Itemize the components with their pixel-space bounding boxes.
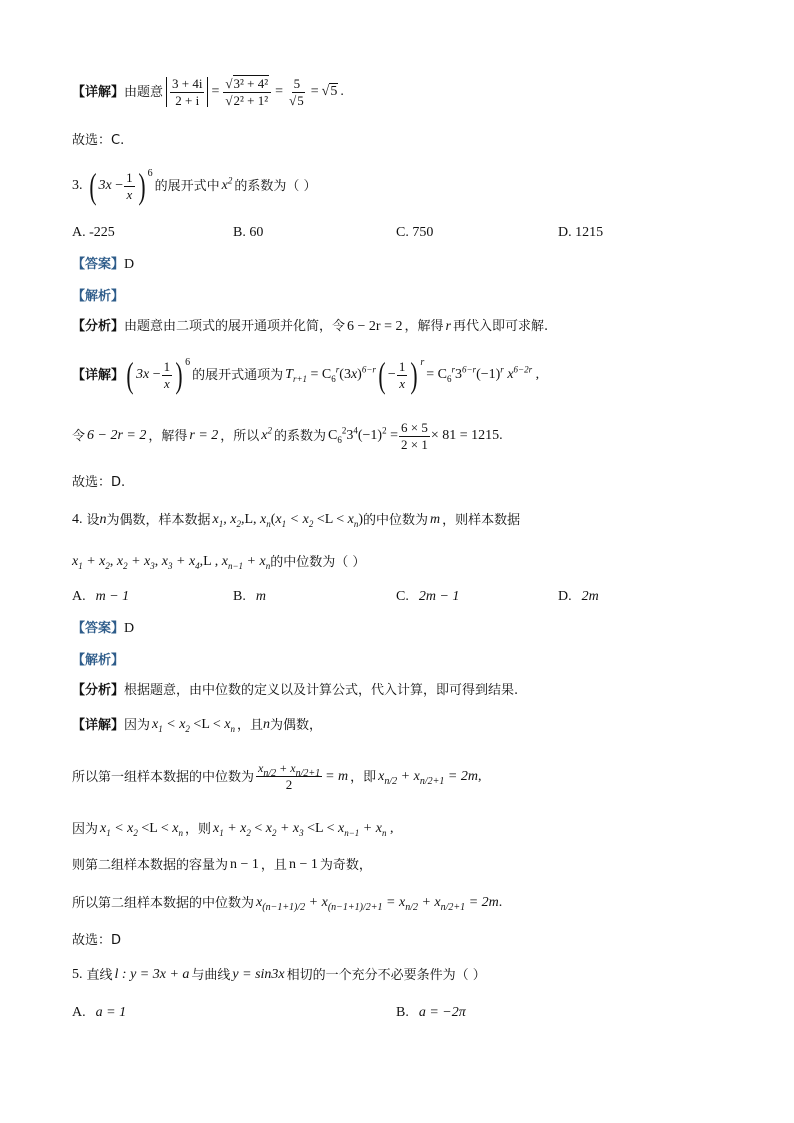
- option-letter: B.: [233, 589, 246, 604]
- frac-num: 6 × 5: [401, 419, 428, 435]
- q3-answer: [72, 258, 134, 272]
- q4-answer: [72, 622, 134, 636]
- detail-tag: 【详解】: [72, 717, 125, 733]
- q3-answer-line: 故选：D.: [72, 475, 126, 490]
- detail-line2-result: × 81 = 1215: [430, 428, 500, 443]
- detail-tag: 【详解】: [72, 84, 125, 100]
- q4-stem-2: 为偶数，样本数据: [106, 512, 211, 528]
- fenxi-text-3: 再代入即可求解.: [452, 319, 549, 334]
- q3-detail-line2: 令 6 − 2r = 2 ，解得 r = 2 ，所以 $x^2$ 的系数为 $C_6^23^4(-1)^2$ = $\frac{6 \times 5}{2 \times 1}$ × 81 = 1215 .: [72, 419, 503, 452]
- frac-den: 2 × 1: [401, 436, 428, 452]
- q4-stem-end: 的中位数为（ ）: [270, 554, 366, 570]
- frac-five: 5: [293, 75, 301, 91]
- q5-stem: [72, 968, 486, 982]
- q5-stem-curve: y = sin3x: [232, 967, 285, 982]
- detail-line2-a: 令: [72, 428, 86, 444]
- answer-value: D: [124, 621, 135, 636]
- option-letter: B.: [396, 1005, 409, 1020]
- q4-option-c[interactable]: [396, 590, 459, 604]
- q4-detail-3: 因为 $x_1 < x_2 <L < x_n$ ，则 $x_1 + x_2 < x_2 + x_3 <L < x_{n-1} + x_n$ ,: [72, 821, 394, 838]
- q4-answer-line: 故选：D: [72, 933, 122, 948]
- result-sqrt5: 5: [330, 84, 338, 99]
- detail-1a: 因为: [124, 717, 151, 733]
- q5-number: 5.: [72, 967, 83, 982]
- q3-detail-line1: 【详解】 ( 3x − $\frac{1}{x}$ ) $^6$ 的展开式通项为 $T_{r+1} = C_6^r(3x)^{6-r}$ ( − $\frac{1}{x}$ ) $^r$ = $C_6^r3^{6-r}(-1)^r$ $x^{6-2r}$ ,: [72, 355, 540, 395]
- q4-fenxi: [72, 684, 518, 697]
- detail-text-1: 的展开式通项为: [192, 367, 284, 383]
- fenxi-tag: 【分析】: [72, 683, 125, 698]
- q3-option-d[interactable]: D. 1215: [558, 225, 604, 240]
- q5-option-b[interactable]: [396, 1006, 466, 1020]
- detail-1b: ，且: [236, 717, 263, 733]
- q5-stem-3: 相切的一个充分不必要条件为（ ）: [286, 967, 486, 983]
- q4-stem-4: ，则样本数据: [442, 512, 521, 528]
- detail-line2-r: r = 2: [189, 428, 219, 443]
- q3-analysis-tag: 【解析】: [72, 289, 125, 304]
- modulus-denominator: 2 + i: [175, 92, 200, 108]
- answer-tag: 【答案】: [72, 257, 125, 272]
- q4-stem-line2: $x_1 + x_2$, $x_2 + x_3$, $x_3 + x_4,L$ , $x_{n-1} + x_n$ 的中位数为（ ）: [72, 554, 366, 571]
- period: .: [340, 84, 344, 99]
- option-letter: A.: [72, 589, 86, 604]
- q5-option-a[interactable]: [72, 1006, 126, 1020]
- detail-5a: 所以第二组样本数据的中位数为: [72, 895, 255, 911]
- q3-option-c[interactable]: C. 750: [396, 225, 434, 240]
- q4-stem-3: 的中位数为: [363, 512, 429, 528]
- detail-tag: 【详解】: [72, 367, 125, 383]
- option-value: 2m: [581, 589, 599, 604]
- option-value: a = −2π: [418, 1005, 466, 1020]
- detail-1c: 为偶数，: [269, 717, 322, 733]
- option-letter: D.: [558, 589, 572, 604]
- q3-number: 3.: [72, 178, 83, 193]
- detail-4c: ，且: [260, 857, 287, 873]
- q2-detail-line: 【详解】 由题意 $\frac{3 + 4i}{2 + i}$ = $\frac{\text{√3² + 4²}}{\text{√2² + 1²}}$ = $\frac{5}{√5}$ = √5 .: [72, 75, 344, 108]
- detail-4d: n − 1: [288, 857, 318, 872]
- modulus-expression: [166, 77, 208, 107]
- option-value: m − 1: [95, 589, 130, 604]
- fenxi-text: 根据题意，由中位数的定义以及计算公式，代入计算，即可得到结果.: [124, 683, 519, 698]
- q4-stem-1: 设: [86, 512, 100, 528]
- q3-stem-text: 的展开式中: [154, 178, 220, 194]
- detail-3a: 因为: [72, 821, 99, 837]
- detail-4e: 为奇数，: [319, 857, 372, 873]
- q5-stem-1: 直线: [86, 967, 113, 983]
- detail-2a: 所以第一组样本数据的中位数为: [72, 769, 255, 785]
- q4-detail-2: 所以第一组样本数据的中位数为 $\frac{x_{n/2} + x_{n/2+1}}{2}$ = m ，即 $x_{n/2} + x_{n/2+1} = 2m$ ,: [72, 761, 482, 792]
- option-value: 2m − 1: [418, 589, 460, 604]
- q4-detail-5: 所以第二组样本数据的中位数为 $x_{(n-1+1)/2} + x_{(n-1+1)/2+1} = x_{n/2} + x_{n/2+1} = 2m$ .: [72, 895, 503, 913]
- q2-answer-line: 故选：C.: [72, 133, 125, 148]
- fenxi-tag: 【分析】: [72, 319, 125, 334]
- detail-4b: n − 1: [230, 857, 259, 872]
- q4-detail-4: [72, 858, 372, 872]
- option-value: a = 1: [95, 1005, 127, 1020]
- detail-line2-d: 的系数为: [274, 428, 327, 444]
- detail-lead: 由题意: [124, 84, 164, 100]
- sqrt-fraction: $\frac{\text{√3² + 4²}}{\text{√2² + 1²}}$: [223, 77, 271, 107]
- q4-number: 4.: [72, 512, 83, 527]
- fenxi-text-2: ，解得: [404, 319, 444, 334]
- fenxi-text-1: 由题意由二项式的展开通项并化简，令: [124, 319, 346, 334]
- detail-line2-c: ，所以: [220, 428, 260, 444]
- answer-value: D: [124, 257, 135, 272]
- modulus-numerator: 3 + 4i: [172, 75, 203, 91]
- q4-option-a[interactable]: [72, 590, 129, 604]
- detail-3b: ，则: [184, 821, 211, 837]
- q4-option-b[interactable]: [233, 590, 266, 604]
- detail-4a: 则第二组样本数据的容量为: [72, 857, 229, 873]
- option-value: m: [255, 589, 266, 604]
- option-letter: A.: [72, 1005, 86, 1020]
- detail-2b: ，即: [350, 769, 377, 785]
- q3-stem: 3. ( 3x − $\frac{1}{x}$ ) $^6$ 的展开式中 $x^2$ 的系数为（ ）: [72, 166, 317, 206]
- five-over-sqrt5: $\frac{5}{√5}$: [289, 75, 304, 108]
- detail-line2-eq: 6 − 2r = 2: [87, 428, 147, 443]
- sqrt-denominator: 2² + 1²: [233, 92, 269, 108]
- fenxi-eq: 6 − 2r = 2: [347, 319, 403, 334]
- q3-option-b[interactable]: B. 60: [233, 225, 264, 240]
- option-letter: C.: [396, 589, 409, 604]
- q4-option-d[interactable]: [558, 590, 599, 604]
- detail-line2-b: ，解得: [148, 428, 188, 444]
- q4-stem-line1: 4. 设 n 为偶数，样本数据 $x_1$, $x_2$, L , $x_n(x_1 < x_2 <L < x_n)$ 的中位数为 m ，则样本数据: [72, 512, 521, 529]
- q3-option-a[interactable]: A. -225: [72, 225, 115, 240]
- frac-sqrt5: 5: [297, 92, 304, 108]
- q3-fenxi: 【分析】由题意由二项式的展开通项并化简，令 6 − 2r = 2 ，解得 r 再代入即可求解.: [72, 319, 549, 334]
- q5-stem-line: l : y = 3x + a: [114, 967, 190, 982]
- sqrt-numerator: 3² + 4²: [233, 75, 269, 91]
- q3-stem-end: 的系数为（ ）: [234, 178, 317, 194]
- answer-tag: 【答案】: [72, 621, 125, 636]
- q4-detail-1: 【详解】 因为 $x_1 < x_2 <L < x_n$ ，且 n 为偶数，: [72, 717, 322, 734]
- q4-analysis-tag: 【解析】: [72, 653, 125, 668]
- q5-stem-2: 与曲线: [191, 967, 231, 983]
